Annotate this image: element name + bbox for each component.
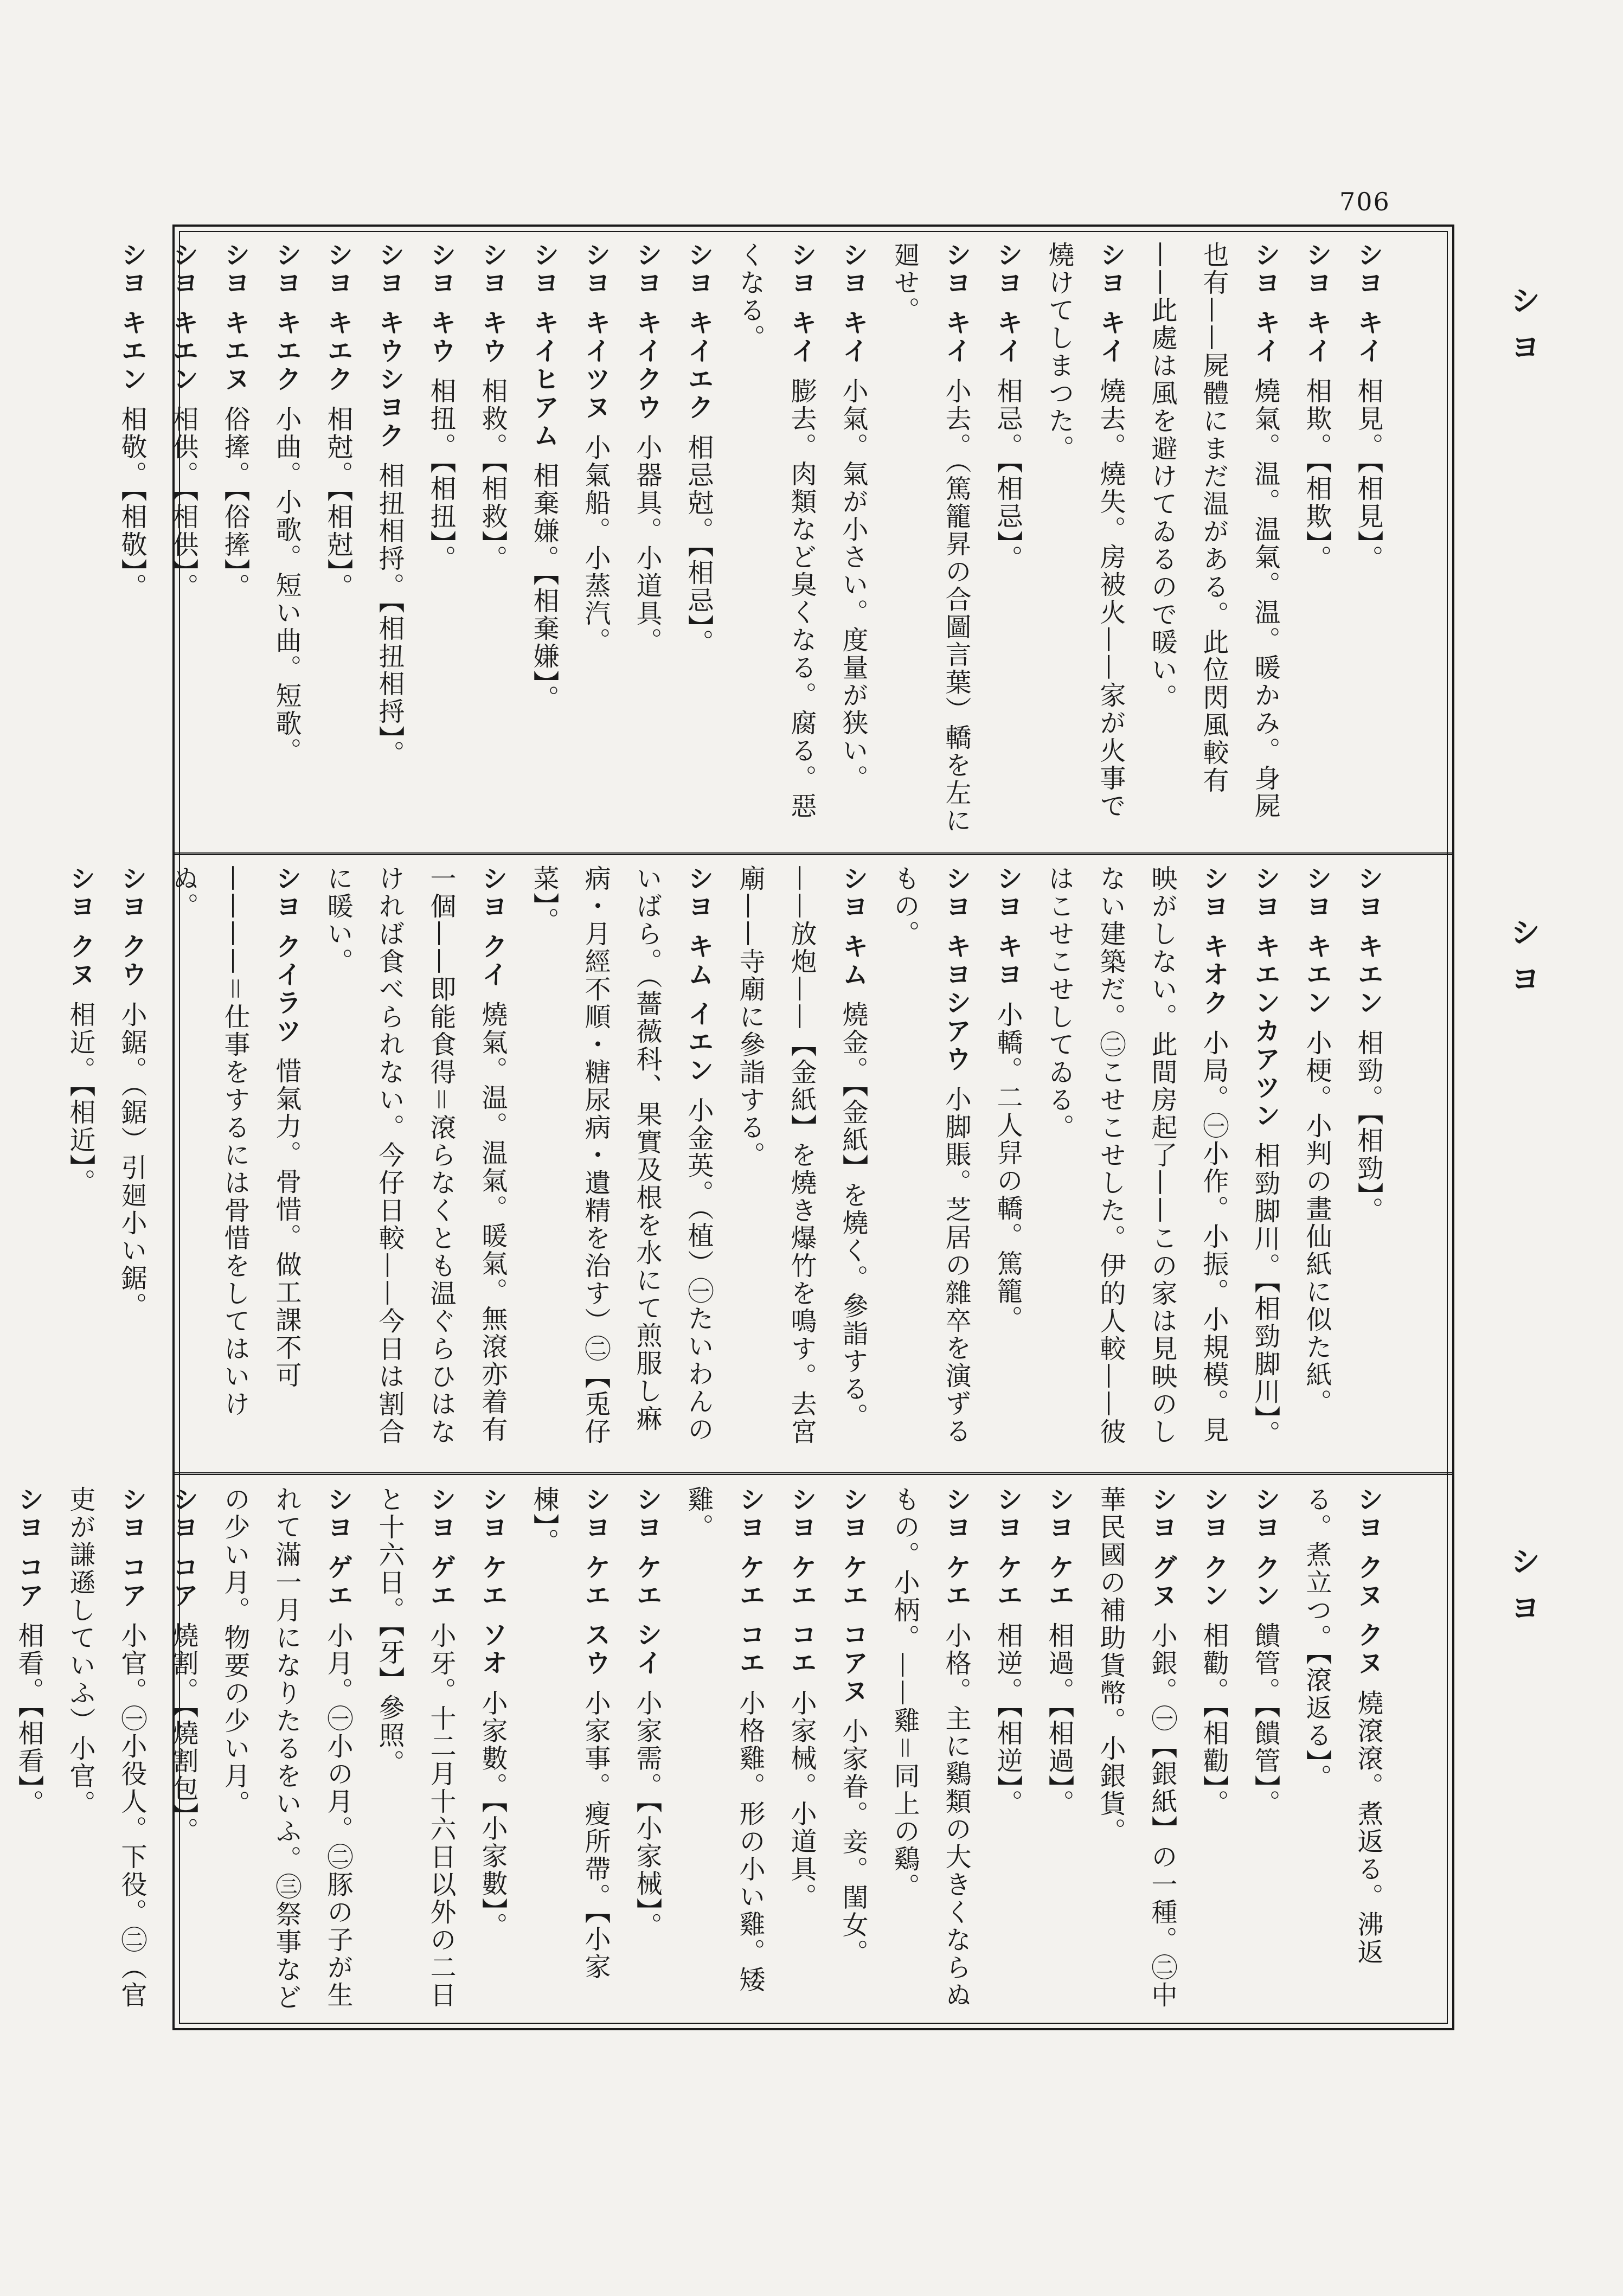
entry-reading: シヨ キイヒアム (529, 241, 559, 450)
entry-definition: 小家械。小道具。 (786, 1689, 817, 1911)
entry-definition: 燒滾滾。煮返る。沸返る。煮立つ。【滾返る】。 (1301, 1486, 1383, 1966)
dictionary-entry (157, 241, 209, 843)
entry-definition: 小鋸。（鋸）引廻小い鋸。 (117, 1001, 147, 1320)
dictionary-entry (363, 241, 415, 843)
section-heading: シヨ (1505, 916, 1541, 1010)
dictionary-entry (1136, 241, 1291, 843)
entry-definition: 小月。㊀小の月。㊁豚の子が生れて滿一月になりたるをいふ。㊂祭事などの少い月。物要の少い月。 (220, 1486, 353, 2011)
entry-definition: 小脚賬。芝居の雜卒を演ずるもの。 (889, 865, 971, 1445)
dictionary-entry (106, 865, 157, 1461)
entry-reading: シヨ ケエ (1044, 1486, 1074, 1610)
entry-definition: 小梗。小判の畫仙紙に似た紙。 (1301, 1029, 1332, 1416)
dictionary-entry (621, 241, 672, 843)
dictionary-entry (312, 241, 363, 843)
entry-definition: 小家需。【小家械】。 (632, 1689, 662, 1940)
entry-reading: シヨ キイエク (683, 241, 714, 422)
entry-definition: 相供。【相供】。 (168, 405, 198, 601)
dictionary-entry (1291, 1486, 1394, 2015)
entry-reading: シヨ キエク (323, 241, 353, 394)
entry-reading: シヨ キエン (1353, 865, 1383, 1017)
dictionary-entry (1342, 865, 1394, 1461)
entry-reading: シヨ コア (14, 1486, 44, 1610)
entry-reading: シヨ キイクウ (632, 241, 662, 422)
dictionary-entry (518, 1486, 621, 2015)
dictionary-entry (260, 241, 312, 843)
dictionary-entry (1188, 1486, 1239, 2015)
entry-reading: シヨ クウ (117, 865, 147, 989)
dictionary-entry (982, 865, 1033, 1461)
entry-definition: 燒割。【燒割包】。 (168, 1621, 198, 1845)
entry-reading: シヨ キウ (426, 241, 456, 365)
entry-reading: シヨ キウシヨク (374, 241, 405, 450)
dictionary-entry (1342, 241, 1394, 843)
dictionary-entry (569, 241, 621, 843)
dictionary-entry (775, 1486, 827, 2015)
entry-reading: シヨ キエン (1301, 865, 1332, 1017)
entry-reading: シヨ キイ (786, 241, 817, 365)
entry-reading: シヨ キイ (941, 241, 971, 365)
dictionary-entry (827, 1486, 878, 2015)
dictionary-entry (1291, 241, 1342, 843)
entry-definition: 相近。【相近】。 (65, 1001, 95, 1196)
entry-definition: 小家事。瘦所帶。【小家棟】。 (529, 1486, 611, 1981)
entry-reading: シヨ キイ (1250, 241, 1280, 365)
entry-definition: 相勸。【相勸】。 (1198, 1621, 1229, 1817)
entry-reading: シヨ キム (838, 865, 868, 989)
entry-definition: 小家數。【小家數】。 (477, 1689, 508, 1940)
entry-reading: シヨ ケエ ソオ (477, 1486, 508, 1678)
entry-reading: シヨ キヨ (992, 865, 1023, 989)
entry-definition: 小官。㊀小役人。下役。㊁（官吏が謙遜していふ）小官。 (65, 1486, 147, 2009)
entry-definition: 饋管。【饋管】。 (1250, 1621, 1280, 1817)
entry-reading: シヨ ケエ シイ (632, 1486, 662, 1678)
dictionary-entry (724, 241, 827, 843)
entry-definition: 相見。【相見】。 (1353, 377, 1383, 573)
dictionary-entry (312, 865, 518, 1461)
entry-definition: 小金英。（植）㊀たいわんのいばら。（薔薇科、果實及根を水にて煎服し痳病・月經不順・糖尿病・遺精を治す）㊁【兎仔菜】。 (529, 865, 714, 1446)
dictionary-entry (466, 241, 518, 843)
entry-definition: 小牙。十二月十六日以外の二日と十六日。【牙】參照。 (374, 1486, 456, 2009)
entry-definition: 相看。【相看】。 (14, 1621, 44, 1817)
entry-definition: 小器具。小道具。 (632, 433, 662, 655)
dictionary-panel-3 (14, 1486, 1394, 2015)
entry-definition: 相逆。【相逆】。 (992, 1621, 1023, 1817)
entry-reading: シヨ キイツヌ (580, 241, 611, 422)
dictionary-entry (1033, 865, 1239, 1461)
entry-reading: シヨ クヌ (65, 865, 95, 989)
dictionary-entry (1291, 865, 1342, 1461)
dictionary-entry (878, 241, 982, 843)
dictionary-entry (982, 1486, 1033, 2015)
dictionary-entry (982, 241, 1033, 843)
dictionary-entry (621, 1486, 672, 2015)
entry-definition: 相扭。【相扭】。 (426, 377, 456, 573)
dictionary-entry (54, 1486, 157, 2015)
entry-reading: シヨ クイラツ (271, 865, 301, 1046)
entry-reading: シヨ ケエ コエ (735, 1486, 765, 1678)
dictionary-entry (1033, 241, 1136, 843)
page-number: 706 (1339, 187, 1390, 216)
entry-definition: 相過。【相過】。 (1044, 1621, 1074, 1817)
entry-reading: シヨ ゲエ (323, 1486, 353, 1610)
entry-definition: 相尅。【相尅】。 (323, 405, 353, 601)
entry-reading: シヨ コア (117, 1486, 147, 1610)
dictionary-entry (0, 1486, 3, 2015)
entry-definition: 小氣。氣が小さい。度量が狭い。 (838, 377, 868, 792)
entry-reading: シヨ グヌ (1147, 1486, 1177, 1610)
section-heading: シヨ (1505, 285, 1541, 378)
dictionary-entry (1085, 1486, 1188, 2015)
dictionary-entry (209, 1486, 363, 2015)
dictionary-entry (1239, 1486, 1291, 2015)
entry-reading: シヨ キム イエン (683, 865, 714, 1085)
entry-definition: 相扭相捋。【相扭相捋】。 (374, 461, 405, 768)
panel-divider (172, 852, 1454, 855)
dictionary-entry (106, 241, 157, 843)
entry-reading: シヨ クン (1198, 1486, 1229, 1610)
dictionary-entry (827, 241, 878, 843)
dictionary-entry (157, 865, 312, 1461)
entry-definition: 俗撁。【俗撁】。 (220, 405, 250, 601)
entry-definition: 相敬。【相敬】。 (117, 405, 147, 601)
entry-definition: 惜氣力。骨惜。做工課不可————＝仕事をするには骨惜をしてはいけぬ。 (168, 865, 301, 1419)
dictionary-entry (3, 1486, 54, 2015)
entry-reading: シヨ コア (168, 1486, 198, 1610)
dictionary-entry (54, 865, 106, 1461)
entry-definition: 相勁脚川。【相勁脚川】。 (1250, 1141, 1280, 1448)
entry-reading: シヨ キイ (1095, 241, 1126, 365)
panel-divider (172, 1472, 1454, 1475)
entry-definition: 相勁。【相勁】。 (1353, 1029, 1383, 1224)
entry-reading: シヨ キオク (1198, 865, 1229, 1017)
dictionary-entry (209, 241, 260, 843)
entry-definition: 小曲。小歌。短い曲。短歌。 (271, 405, 301, 765)
entry-definition: 燒金。【金紙】を燒く。參詣する。——放炮——【金紙】を燒き爆竹を鳴す。去宮廟——寺廟に參詣する。 (735, 865, 868, 1446)
entry-reading: シヨ キエン (168, 241, 198, 394)
dictionary-entry (466, 1486, 518, 2015)
entry-reading: シヨ キイ (1353, 241, 1383, 365)
dictionary-entry (878, 865, 982, 1461)
section-heading: シヨ (1505, 1545, 1541, 1639)
entry-reading: シヨ キイ (992, 241, 1023, 365)
dictionary-entry (415, 241, 466, 843)
entry-reading: シヨ キヨシアウ (941, 865, 971, 1074)
dictionary-entry (672, 241, 724, 843)
entry-definition: 相救。【相救】。 (477, 377, 508, 573)
entry-definition: 小轎。二人舁の轎。篤籠。 (992, 1001, 1023, 1333)
entry-reading: シヨ クン (1250, 1486, 1280, 1610)
entry-reading: シヨ キエヌ (220, 241, 250, 394)
entry-reading: シヨ ケエ コエ (786, 1486, 817, 1678)
entry-definition: 燒去。燒失。房被火——家が火事で燒けてしまつた。 (1044, 241, 1126, 820)
entry-reading: シヨ ケエ コアヌ (838, 1486, 868, 1706)
entry-definition: 相棄嫌。【相棄嫌】。 (529, 461, 559, 713)
entry-reading: シヨ クイ (477, 865, 508, 989)
entry-reading: シヨ キイ (1301, 241, 1332, 365)
entry-definition: 膨去。肉類など臭くなる。腐る。惡くなる。 (735, 241, 817, 820)
entry-reading: シヨ キエン (117, 241, 147, 394)
dictionary-entry (1033, 1486, 1085, 2015)
entry-reading: シヨ クヌ クヌ (1353, 1486, 1383, 1678)
dictionary-entry (363, 1486, 466, 2015)
dictionary-entry (518, 241, 569, 843)
entry-definition: 小格。主に鷄類の大きくならぬもの。小柄。——雞＝同上の鷄。 (889, 1486, 971, 2009)
entry-reading: シヨ ケエ (992, 1486, 1023, 1610)
entry-definition: 小氣船。小蒸汽。 (580, 433, 611, 655)
dictionary-entry (878, 1486, 982, 2015)
entry-reading: シヨ キエク (271, 241, 301, 394)
entry-definition: 小局。㊀小作。小振。小規模。見映がしない。此間房起了——この家は見映のしない建築だ。㊁こせこせした。伊的人較——彼はこせこせしてゐる。 (1044, 865, 1229, 1446)
entry-definition: 相忌。【相忌】。 (992, 377, 1023, 573)
dictionary-entry (518, 865, 724, 1461)
entry-definition: 小去。（篤籠昇の合圖言葉）轎を左に廻せ。 (889, 241, 971, 835)
entry-reading: シヨ ケエ スウ (580, 1486, 611, 1678)
entry-definition: 相忌尅。【相忌】。 (683, 433, 714, 657)
entry-definition: 小銀。㊀【銀紙】の一種。㊁中華民國の補助貨幣。小銀貨。 (1095, 1486, 1177, 2009)
dictionary-entry (672, 1486, 775, 2015)
entry-definition: 相欺。【相欺】。 (1301, 377, 1332, 573)
dictionary-entry (157, 1486, 209, 2015)
entry-definition: 燒氣。温。温氣。暖氣。無滾亦着有一個——即能食得＝滾らなくとも温ぐらひはなければ食べられない。今仔日較——今日は割合に暖い。 (323, 865, 508, 1446)
entry-definition: 燒氣。温。温氣。温。暖かみ。身屍也有——屍體にまだ温がある。此位閃風較有——此處は風を避けてゐるので暖い。 (1147, 241, 1280, 820)
entry-reading: シヨ ケエ (941, 1486, 971, 1610)
entry-reading: シヨ キエンカアツン (1250, 865, 1280, 1130)
dictionary-entry (1239, 865, 1291, 1461)
dictionary-panel-2 (65, 865, 1394, 1461)
entry-definition: 小格雞。形の小い雞。矮雞。 (683, 1486, 765, 1994)
dictionary-entry (724, 865, 878, 1461)
entry-reading: シヨ ゲエ (426, 1486, 456, 1610)
entry-reading: シヨ キウ (477, 241, 508, 365)
dictionary-panel-1 (117, 241, 1394, 843)
entry-reading: シヨ キイ (838, 241, 868, 365)
entry-definition: 小家眷。妾。閨女。 (838, 1717, 868, 1967)
